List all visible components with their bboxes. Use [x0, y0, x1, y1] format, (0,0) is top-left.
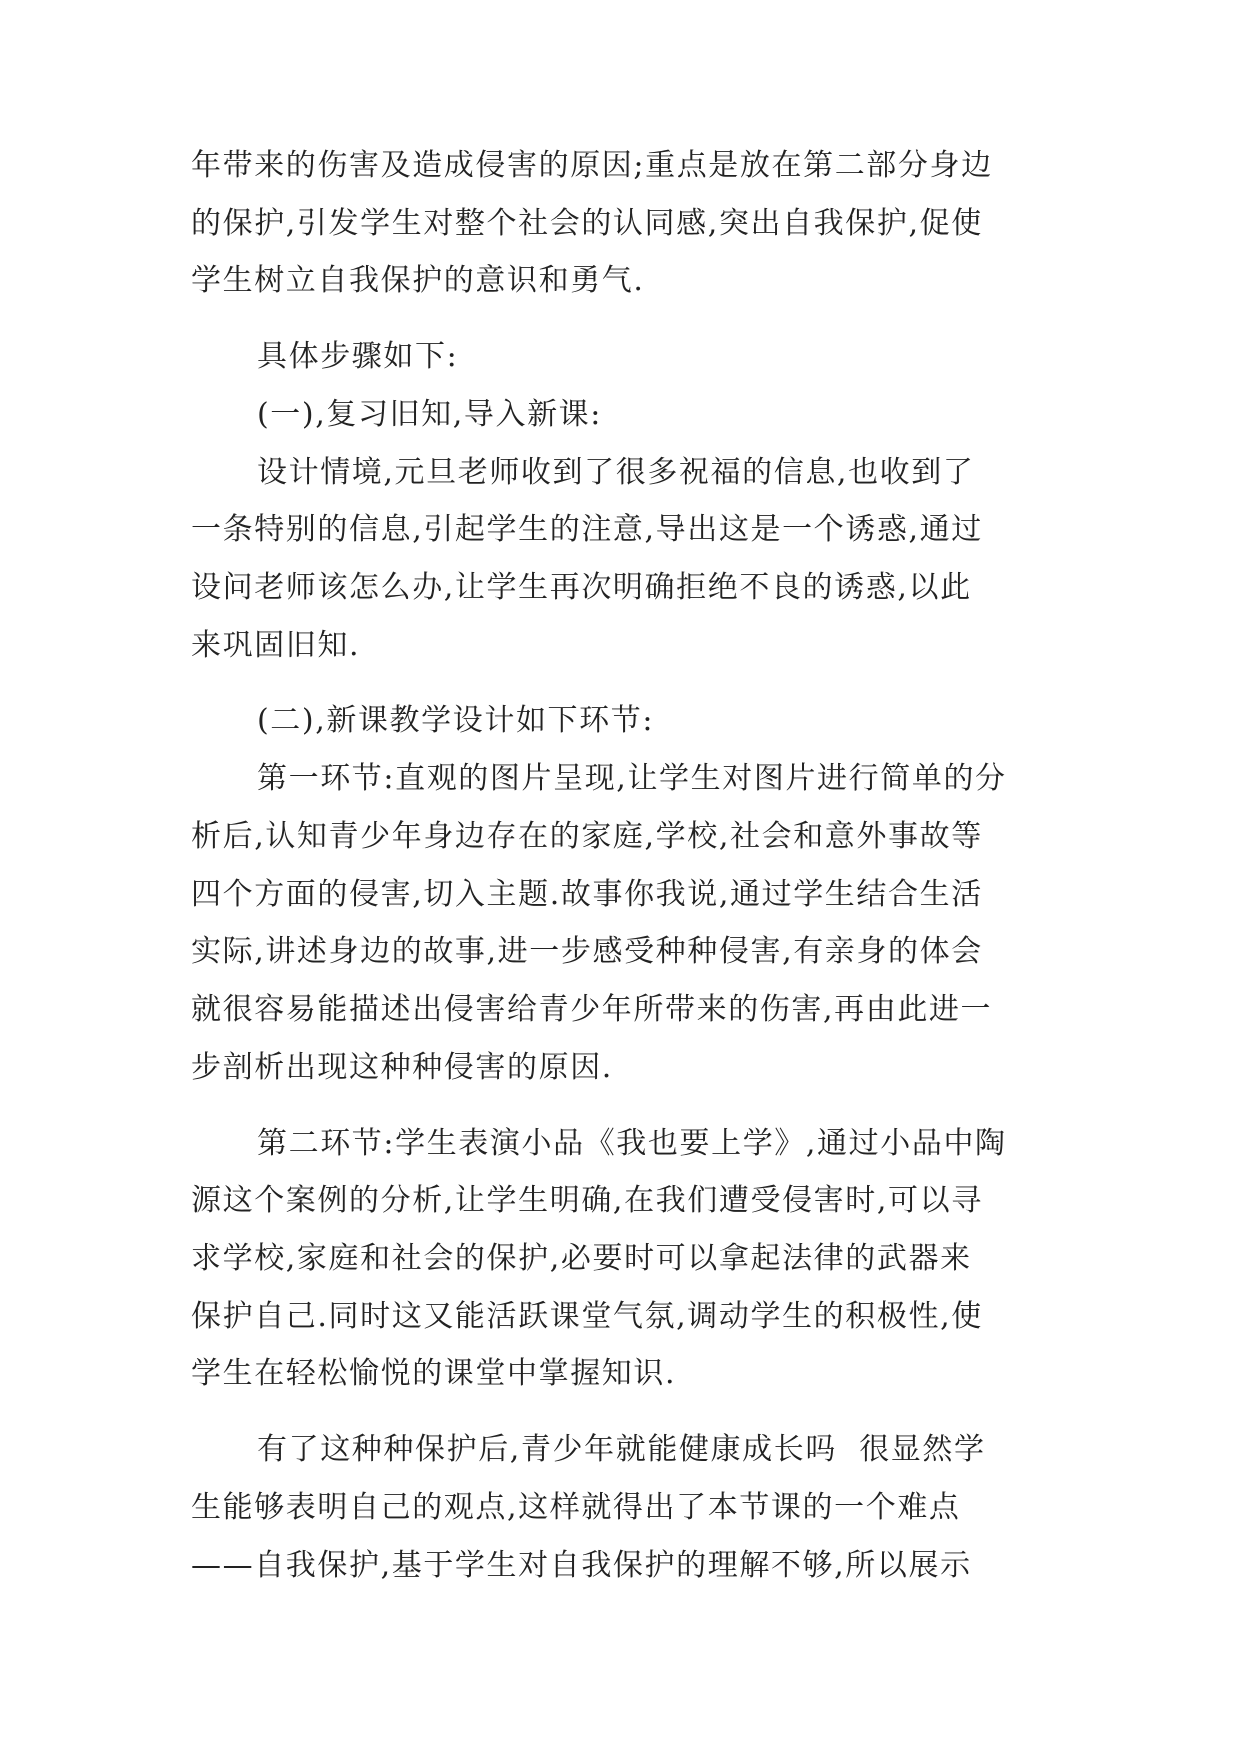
text-line: 具体步骤如下:	[257, 339, 459, 374]
text-line: 求学校,家庭和社会的保护,必要时可以拿起法律的武器来	[191, 1241, 972, 1276]
text-line: 来巩固旧知.	[191, 628, 361, 663]
text-line: 四个方面的侵害,切入主题.故事你我说,通过学生结合生活	[191, 877, 983, 912]
text-line: 就很容易能描述出侵害给青少年所带来的伤害,再由此进一	[191, 992, 993, 1027]
text-line: 有了这种种保护后,青少年就能健康成长吗 很显然学	[257, 1432, 986, 1467]
text-line: 学生在轻松愉悦的课堂中掌握知识.	[191, 1356, 677, 1391]
text-line: 析后,认知青少年身边存在的家庭,学校,社会和意外事故等	[191, 819, 983, 854]
text-line: 第一环节:直观的图片呈现,让学生对图片进行简单的分	[257, 761, 1007, 796]
text-line: 步剖析出现这种种侵害的原因.	[191, 1050, 613, 1085]
text-line: (二),新课教学设计如下环节:	[257, 703, 655, 738]
text-line: 设问老师该怎么办,让学生再次明确拒绝不良的诱惑,以此	[191, 570, 972, 605]
text-line: 的保护,引发学生对整个社会的认同感,突出自我保护,促使	[191, 206, 983, 241]
text-line: 实际,讲述身边的故事,进一步感受种种侵害,有亲身的体会	[191, 934, 983, 969]
text-line: 第二环节:学生表演小品《我也要上学》,通过小品中陶	[257, 1126, 1007, 1161]
text-line: 一条特别的信息,引起学生的注意,导出这是一个诱惑,通过	[191, 512, 983, 547]
text-line: 年带来的伤害及造成侵害的原因;重点是放在第二部分身边	[191, 148, 993, 183]
text-line: ——自我保护,基于学生对自我保护的理解不够,所以展示	[191, 1548, 972, 1583]
text-line: (一),复习旧知,导入新课:	[257, 397, 602, 432]
text-line: 保护自己.同时这又能活跃课堂气氛,调动学生的积极性,使	[191, 1299, 983, 1334]
text-line: 生能够表明自己的观点,这样就得出了本节课的一个难点	[191, 1490, 961, 1525]
text-line: 学生树立自我保护的意识和勇气.	[191, 263, 645, 298]
text-line: 源这个案例的分析,让学生明确,在我们遭受侵害时,可以寻	[191, 1183, 983, 1218]
text-line: 设计情境,元旦老师收到了很多祝福的信息,也收到了	[257, 455, 975, 490]
